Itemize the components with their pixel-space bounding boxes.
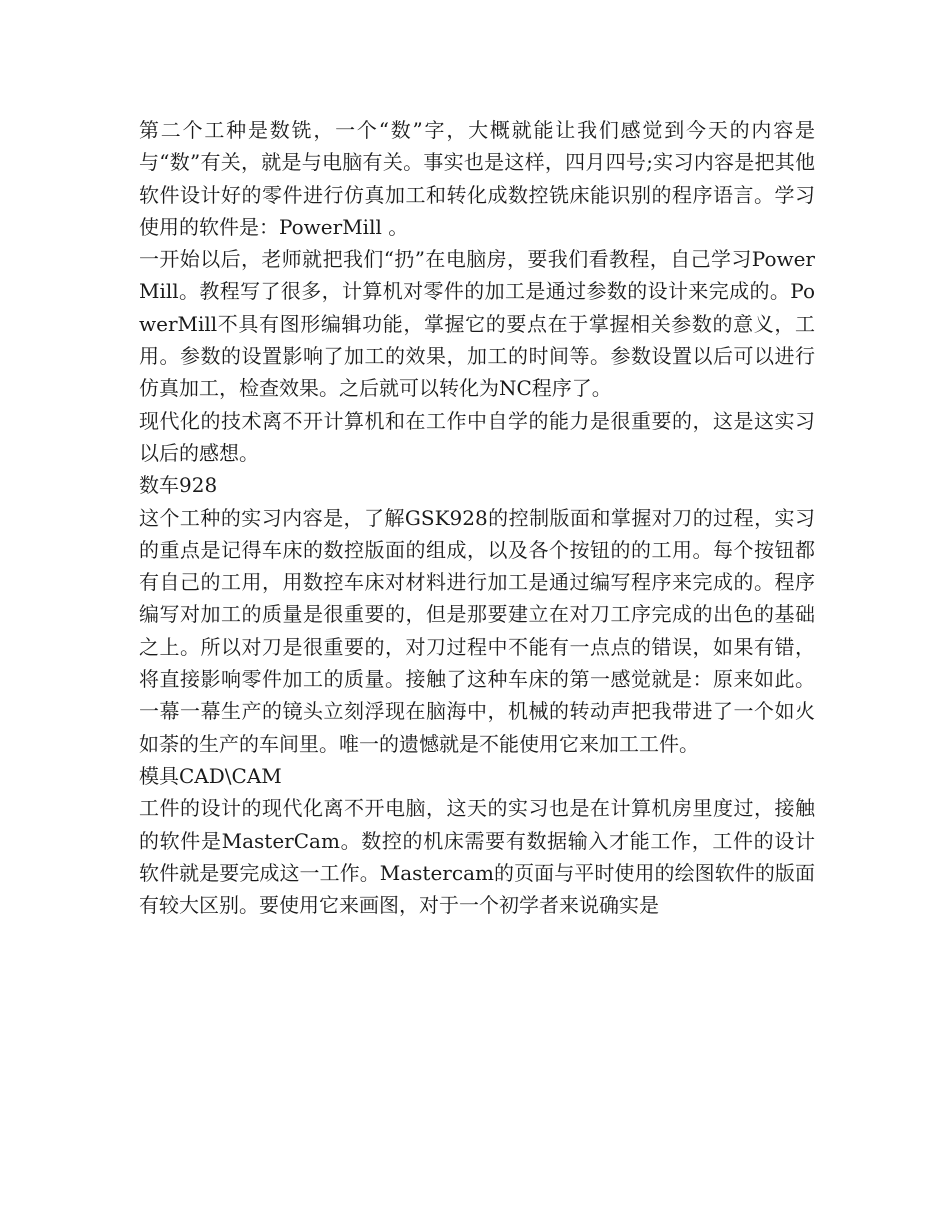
section-heading-cnc-lathe: 数车928 <box>139 473 218 498</box>
document-page <box>139 114 815 921</box>
section-heading-mold-cad-cam: 模具CAD\CAM <box>139 763 282 788</box>
paragraph-mastercam: 工件的设计的现代化离不开电脑，这天的实习也是在计算机房里度过，接触的软件是MasterCam。数控的机床需要有数据输入才能工作，工件的设计软件就是要完成这一工作。Mastercam的页面与平时使用的绘图软件的版面有较大区别。要使用它来画图，对于一个初学者来说确实是 <box>139 796 815 918</box>
paragraph-gsk928: 这个工种的实习内容是，了解GSK928的控制版面和掌握对刀的过程，实习的重点是记得车床的数控版面的组成，以及各个按钮的的工用。每个按钮都有自己的工用，用数控车床对材料进行加工是通过编写程序来完成的。程序编写对加工的质量是很重要的，但是那要建立在对刀工序完成的出色的基础之上。所以对刀是很重要的，对刀过程中不能有一点点的错误，如果有错，将直接影响零件加工的质量。接触了这种车床的第一感觉就是：原来如此。一幕一幕生产的镜头立刻浮现在脑海中，机械的转动声把我带进了一个如火如荼的生产的车间里。唯一的遗憾就是不能使用它来加工工件。 <box>139 505 815 756</box>
paragraph-powermill-learning: 一开始以后，老师就把我们“扔”在电脑房，要我们看教程，自己学习PowerMill。教程写了很多，计算机对零件的加工是通过参数的设计来完成的。PowerMill不具有图形编辑功能，掌握它的要点在于掌握相关参数的意义，工用。参数的设置影响了加工的效果，加工的时间等。参数设置以后可以进行仿真加工，检查效果。之后就可以转化为NC程序了。 <box>139 247 815 401</box>
paragraph-reflection: 现代化的技术离不开计算机和在工作中自学的能力是很重要的，这是这实习以后的感想。 <box>139 408 815 465</box>
paragraph-cnc-milling-intro: 第二个工种是数铣，一个“数”字，大概就能让我们感觉到今天的内容是与“数”有关，就是与电脑有关。事实也是这样，四月四号;实习内容是把其他软件设计好的零件进行仿真加工和转化成数控铣床能识别的程序语言。学习使用的软件是：PowerMill 。 <box>139 118 815 239</box>
